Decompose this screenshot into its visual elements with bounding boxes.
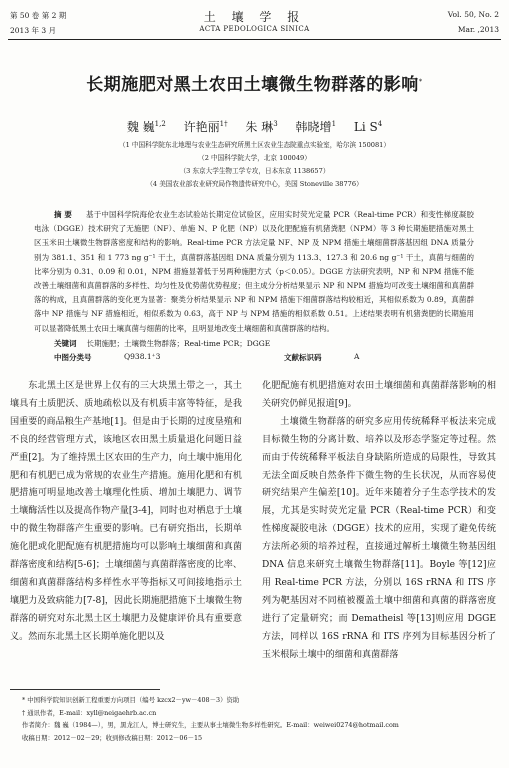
author-name: 朱 琳 [245,120,274,134]
classification-line [54,352,474,363]
affiliation: （2 中国科学院大学，北京 100049） [198,154,311,162]
footnote-rule [10,689,160,690]
author-name: 许艳丽 [183,120,220,134]
doc-code-label: 文献标识码 [284,353,322,362]
footnote: 作者简介：魏 巍（1984—），男，黑龙江人，博士研究生，主要从事土壤微生物多样性研究。E-mail：weiwei0274@hotmail.com [22,721,399,729]
affiliation: （3 东京大学生物工学专攻，日本东京 1138657） [179,167,330,175]
paper-title [0,70,509,95]
abstract [34,208,474,336]
keywords-label: 关键词 [54,339,77,348]
abstract-text: 基于中国科学院海伦农业生态试验站长期定位试验区，应用实时荧光定量 PCR（Real-time PCR）和变性梯度凝胶电泳（DGGE）技术研究了无施肥（NF）、单施 N、P 化肥（NP）以及化肥配施有机猪粪肥（NPM）等 3 种长期施肥措施对黑土区玉米田土壤微生物群落密度和结构的影响。Real-time PCR 方法定量 NF、NP 及 NPM 措施土壤细菌群落基因组 DNA 质量分别为 381.1、351 和 1 773 ng g⁻¹ 干土，真菌群落基因组 DNA 质量分别为 113.3、127.3 和 20.6 ng g⁻¹ 干土，真菌与细菌的比率分别为 0.31、0.09 和 0.01，NPM 措施显著低于另两种施肥方式（p＜0.05）。DGGE 方法研究表明，NP 和 NPM 措施不能改善土壤细菌和真菌群落的多样性、均匀性及优势菌优势程度；但主成分分析结果显示 NP 和 NPM 措施均可改变土壤细菌和真菌群落的构成，且真菌群落的变化更为显著：聚类分析结果显示 NP 和 NPM 措施下细菌群落结构较相近，其相似系数为 0.89，真菌群落中 NP 措施与 NF 措施相近，相似系数为 0.63，高于 NP 与 NPM 措施的相似系数 0.51。上述结果表明有机猪粪肥的长期施用可以显著降低黑土农田土壤真菌与细菌的比率，且明显地改变土壤细菌和真菌群落的结构。 [34,210,474,333]
body-paragraph: 化肥配施有机肥措施对农田土壤细菌和真菌群落影响的相关研究仍鲜见报道[9]。 [262,381,496,409]
header-rule [8,39,501,40]
footnotes [22,694,502,744]
affiliation: （1 中国科学院东北地理与农业生态研究所黑土区农业生态院重点实验室，哈尔滨 150081） [119,141,390,149]
doc-code-value: A [354,352,360,361]
keywords-text: 长期施肥；土壤微生物群落；Real-time PCR；DGGE [86,339,271,348]
footnote: † 通讯作者，E-mail：xyll@neigaehrb.ac.cn [22,708,157,717]
author [127,120,166,134]
author-affiliation-mark: 3 [273,120,278,128]
author-affiliation-mark: 1 [331,120,337,128]
author-affiliation-mark: 1,2 [154,120,166,128]
title-text: 长期施肥对黑土农田土壤微生物群落的影响 [86,75,419,95]
footnote: * 中国科学院知识创新工程重要方向项目（编号 kzcx2－yw－408－3）资助 [22,696,240,704]
affiliation-list [0,139,509,191]
body-paragraph: 土壤微生物群落的研究多应用传统稀释平板法来完成目标微生物的分离计数、培养以及形态学鉴定等过程。然而由于传统稀释平板法自身缺陷所造成的局限性，导致其无法全面反映自然条件下微生物的生长状况，从而容易使研究结果产生偏差[10]。近年来随着分子生态学技术的发展，尤其是实时荧光定量 PCR（Real-time PCR）和变性梯度凝胶电泳（DGGE）技术的应用，实现了避免传统方法所必须的培养过程，直接通过解析土壤微生物基因组 DNA 信息来研究土壤微生物群落[11]。Boyle 等[12]应用 Real-time PCR 方法，分别以 16S rRNA 和 ITS 序列为靶基因对不同植被覆盖土壤中细菌和真菌的群落密度进行了定量研究；而 Dematheisl 等[13]则应用 DGGE 方法，同样以 16S rRNA 和 ITS 序列为目标基因分析了玉米根际土壤中的细菌和真菌群落 [262,416,496,660]
clc-value: Q938.1⁺3 [124,352,161,361]
author [296,120,336,134]
footnote: 收稿日期：2012－02－29；收到修改稿日期：2012－06－15 [22,733,203,742]
body-paragraph: 东北黑土区是世界上仅有的三大块黑土带之一，其土壤具有土质肥沃、质地疏松以及有机质丰富等特征，是我国重要的商品粮生产基地[1]。但是由于长期的过度垦殖和不良的经营管理方式，该地区农田黑土质量退化问题日益严重[2]。为了维持黑土区农田的生产力，向土壤中施用化肥和有机肥已成为常规的农业生产措施。施用化肥和有机肥措施可明显地改善土壤理化性质、增加土壤肥力、调节土壤酶活性以及提高作物产量[3-4]，同时也对栖息于土壤中的微生物群落产生重要的影响。已有研究指出，长期单施化肥或化肥配施有机肥措施均可以影响土壤细菌和真菌群落密度和结构[5-6]；土壤细菌与真菌群落密度的比率、细菌和真菌群落结构多样性水平等指标又可间接地指示土壤肥力及致病能力[7-8]，因此长期施肥措施下土壤微生物群落的研究对东北黑土区土壤肥力及健康评价具有重要意义。然而东北黑土区长期单施化肥以及 [10,381,242,642]
author [245,120,277,134]
body-column-right [262,378,496,665]
author-name: 韩晓增 [295,120,332,134]
abstract-label: 摘 要 [54,210,73,219]
author-list [0,118,509,135]
volume-issue-cn: 第 50 卷 第 2 期 [10,11,67,20]
body-column-left [10,378,242,647]
date-cn: 2013 年 3 月 [10,26,57,35]
clc-label: 中图分类号 [54,353,92,362]
author-affiliation-mark: 4 [377,120,383,128]
author [354,120,382,134]
journal-name-en: ACTA PEDOLOGICA SINICA [199,25,310,33]
title-footnote-mark: * [418,77,423,86]
volume-issue-en: Vol. 50, No. 2 [447,10,499,19]
author-affiliation-mark: 1† [219,120,228,128]
author-name: 魏 巍 [126,120,155,134]
date-en: Mar. ,2013 [457,25,499,34]
running-header [0,0,509,46]
author [184,120,228,134]
affiliation: （4 美国农业部农业研究局作物遗传研究中心，美国 Stoneville 38776） [146,180,363,188]
journal-name-cn: 土 壤 学 报 [203,10,306,24]
author-name: Li S [353,120,378,134]
keywords [34,338,270,349]
